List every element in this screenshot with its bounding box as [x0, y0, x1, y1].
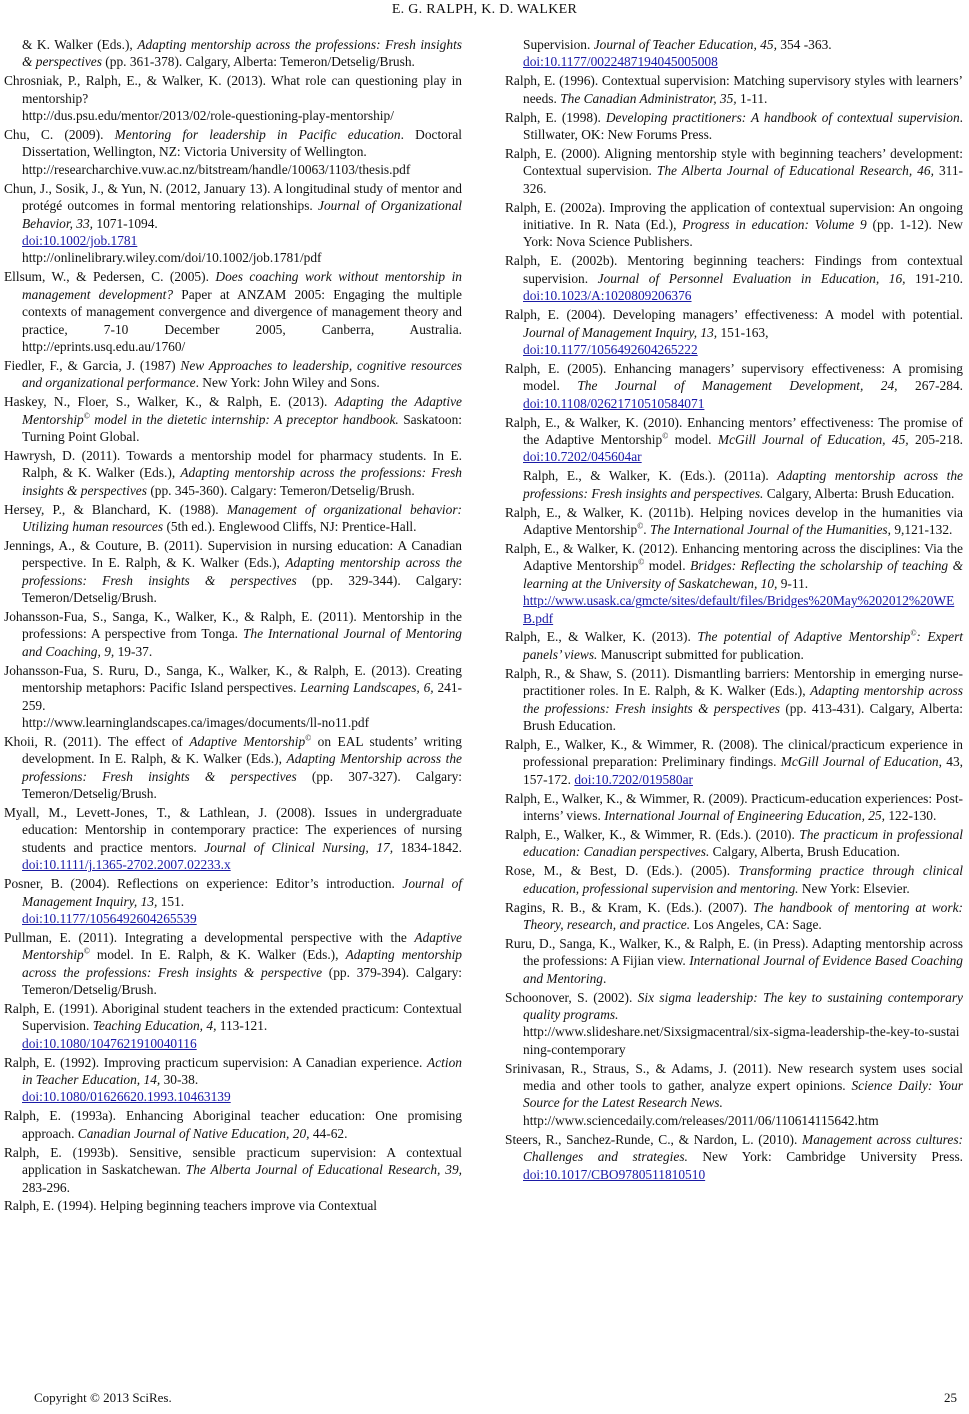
reference-source: Journal of Teacher Education, 45, [593, 37, 777, 52]
reference-title: Adapting mentorship across the professions: Fresh insights and perspectives. [523, 468, 963, 501]
doi-link[interactable]: doi:10.1177/1056492604265222 [523, 341, 698, 357]
reference-text: Schoonover, S. (2002). [505, 989, 638, 1005]
reference-text: (pp. 379-394). Calgary: Temeron/Detselig/Brush. [22, 964, 462, 998]
reference-title: Adapting the Adaptive Mentorship© model in the dietetic internship: A preceptor handbook. [22, 394, 462, 427]
reference-entry [505, 306, 963, 358]
reference-entry [4, 1054, 462, 1106]
reference-text: Calgary, Alberta: Brush Education. [763, 485, 955, 501]
reference-text: Manuscript submitted for publication. [597, 646, 804, 662]
reference-text: 1834-1842. [393, 839, 462, 855]
reference-entry [4, 929, 462, 999]
reference-text: on EAL students’ writing development. In E. Ralph, & K. Walker (Eds.), [22, 733, 463, 767]
reference-text: 9-11. [777, 575, 809, 591]
reference-title: The handbook of mentoring at work: Theory, research, and practice. [523, 899, 963, 932]
reference-entry [4, 393, 462, 445]
reference-entry [505, 826, 963, 861]
reference-text: Steers, R., Sanchez-Runde, C., & Nardon, L. (2010). [505, 1131, 803, 1147]
reference-text: Los Angeles, CA: Sage. [690, 916, 822, 932]
reference-title: Does coaching work without mentorship in management development? [22, 269, 462, 302]
url-text: http://onlinelibrary.wiley.com/doi/10.1002/job.1781/pdf [22, 250, 322, 266]
reference-text: 44-62. [309, 1125, 348, 1141]
reference-text: 151-163, [717, 324, 769, 340]
reference-entry [505, 199, 963, 251]
page-number: 25 [944, 1390, 957, 1405]
reference-entry [4, 662, 462, 732]
reference-title: Management of organizational behavior: Utilizing human resources [22, 501, 463, 534]
reference-text: 1-11. [736, 90, 768, 106]
reference-text: Ralph, E., & Walker, K. (2010). Enhancing mentors’ effectiveness: The promise of the Adaptive Mentorship© model. [505, 414, 963, 447]
reference-entry [505, 72, 963, 107]
reference-title: The practicum in professional education: Canadian perspectives. [523, 826, 963, 860]
reference-text: 122-130. [885, 807, 937, 823]
reference-title: Adapting mentorship across the professions: Fresh insights & perspectives [22, 555, 462, 588]
reference-entry [505, 1131, 963, 1183]
reference-text: Myall, M., Levett-Jones, T., & Lathlean, J. (2008). Issues in undergraduate education: Mentorship in contemporary practice: The experiences of nursing students and practice mentors. [4, 804, 462, 855]
reference-text: Chrosniak, P., Ralph, E., & Walker, K. (2013). What role can questioning play in mentorship? [4, 73, 462, 106]
reference-text: Ellsum, W., & Pedersen, C. (2005). [4, 269, 216, 285]
reference-entry [505, 360, 963, 412]
reference-entry [4, 1144, 462, 1196]
url-text: http://dus.psu.edu/mentor/2013/02/role-questioning-play-mentorship/ [22, 108, 394, 124]
reference-text: Ralph, E., Walker, K., & Wimmer, R. (2009). Practicum-education experiences: Post-interns’ views. [505, 790, 963, 823]
reference-text: 1071-1094. [93, 215, 158, 231]
url-link[interactable]: http://www.usask.ca/gmcte/sites/default/files/Bridges%20May%202012%20WEB.pdf [523, 593, 955, 626]
reference-text: (pp. 329-344). Calgary: Temeron/Detselig/Brush. [22, 572, 462, 606]
reference-text: Ralph, E. (1998). [505, 109, 606, 125]
reference-source: The Journal of Management Development, 24, [577, 378, 898, 394]
reference-text: Rose, M., & Best, D. (Eds.). (2005). [505, 863, 739, 879]
doi-link[interactable]: doi:10.1017/CBO9780511810510 [523, 1166, 706, 1182]
reference-entry [4, 501, 462, 536]
reference-source: The International Journal of the Humanities [649, 521, 888, 537]
reference-text: Ralph, E. (2005). Enhancing managers’ supervisory effectiveness: A promising model. [505, 360, 963, 394]
reference-text: Ralph, E. (2004). Developing managers’ effectiveness: A model with potential. [505, 307, 963, 323]
reference-text: , 43, 157-172. [523, 754, 963, 787]
reference-source: Action in Teacher Education, 14, [22, 1054, 462, 1088]
reference-title: Transforming practice through clinical education, professional supervision and mentoring. [523, 863, 963, 896]
reference-text: Ralph, E., & Walker, K. (2011b). Helping novices develop in the humanities via Adaptive Mentorship©. [505, 504, 963, 537]
reference-entry [4, 180, 462, 267]
reference-title: Adapting Mentorship across the professions: Fresh insights & perspectives [22, 751, 462, 784]
doi-line [523, 53, 963, 70]
reference-text: . New York: John Wiley and Sons. [195, 375, 380, 391]
reference-text: New York: Cambridge University Press. [687, 1149, 963, 1165]
references-right-column [505, 36, 963, 1185]
reference-entry [505, 1060, 963, 1130]
reference-text: 354 -363. [776, 37, 832, 52]
reference-text: Ralph, E., & Walker, K. (2012). Enhancing mentoring across the disciplines: Via the Adaptive Mentorship© model. [505, 540, 963, 574]
reference-entry [4, 875, 462, 927]
reference-title: The potential of Adaptive Mentorship©: Expert panels’ views. [523, 628, 964, 662]
reference-entry [4, 1197, 462, 1214]
reference-title: Mentoring for leadership in Pacific education [114, 127, 401, 143]
reference-entry [4, 608, 462, 660]
reference-text: . Stillwater, OK: New Forums Press. [523, 109, 964, 143]
reference-source: McGill Journal of Education [780, 754, 939, 770]
reference-text: Ruru, D., Sanga, K., Walker, K., & Ralph, E. (in Press). Adapting mentorship across the professions: A Fijian view. [505, 935, 963, 969]
reference-text: (pp. 1-12). New York: Nova Science Publishers. [523, 217, 963, 250]
reference-text: Ralph, E., & Walker, K. (Eds.). (2011a). [523, 468, 778, 484]
reference-text: 241-259. [22, 680, 462, 713]
reference-title: Management across cultures: Challenges and strategies. [523, 1131, 963, 1165]
reference-entry [4, 804, 462, 874]
reference-entry [4, 36, 462, 71]
url-text: http://www.learninglandscapes.ca/images/documents/ll-no11.pdf [22, 714, 370, 730]
copyright-notice: Copyright © 2013 SciRes. [34, 1390, 172, 1405]
reference-entry [4, 447, 462, 499]
reference-text: 191-210. [905, 270, 963, 286]
reference-title: Adaptive Mentorship© [22, 929, 462, 963]
reference-title: Six sigma leadership: The key to sustaining contemporary quality programs. [523, 989, 963, 1022]
reference-title: Adapting mentorship across the professions: Fresh insights & perspective [22, 947, 462, 980]
url-text: http://www.sciencedaily.com/releases/2011/06/110614115642.htm [523, 1112, 879, 1128]
reference-text: 205-218. [908, 431, 963, 447]
doi-link[interactable]: doi:10.1002/job.1781 [22, 232, 138, 248]
reference-text: Ralph, R., & Shaw, S. (2011). Dismantling barriers: Mentorship in emerging nurse-practitioner roles. In E. Ralph, & K. Walker (Eds.), [505, 665, 963, 699]
url-text: http://researcharchive.vuw.ac.nz/bitstream/handle/10063/1103/thesis.pdf [22, 161, 411, 177]
reference-source: Journal of Organizational Behavior, 33, [22, 198, 462, 231]
reference-text: Ralph, E. (1996). Contextual supervision: Matching supervisory styles with learners’ needs. [505, 73, 963, 106]
reference-text: , 9,121-132. [887, 521, 953, 537]
reference-entry [4, 1000, 462, 1052]
reference-entry [505, 252, 963, 304]
reference-text: 19-37. [114, 643, 153, 659]
reference-text: Jennings, A., & Couture, B. (2011). Supervision in nursing education: A Canadian perspective. In E. Ralph, & K. Walker (Eds.), [4, 537, 462, 571]
url-line [523, 592, 963, 627]
reference-text: Haskey, N., Floer, S., Walker, K., & Ralph, E. (2013). [4, 394, 335, 410]
reference-text: New York: Elsevier. [798, 880, 910, 896]
reference-text: Hawrysh, D. (2011). Towards a mentorship model for pharmacy students. In E. Ralph, & K. Walker (Eds.), [4, 447, 462, 481]
reference-text: 30-38. [160, 1072, 199, 1088]
reference-text: Supervision. [523, 37, 594, 52]
doi-link[interactable]: doi:10.1023/A:1020809206376 [523, 288, 692, 304]
reference-entry [505, 467, 963, 502]
reference-text: Chu, C. (2009). [4, 127, 115, 143]
reference-entry [505, 862, 963, 897]
reference-text: Ralph, E., & Walker, K. (2013). [505, 629, 698, 645]
reference-text: Ralph, E. (1994). Helping beginning teachers improve via Contextual [4, 1198, 377, 1214]
running-header: E. G. RALPH, K. D. WALKER [391, 2, 578, 17]
reference-text: Khoii, R. (2011). The effect of [4, 733, 190, 749]
reference-text: Paper at ANZAM 2005: Engaging the multiple contexts of management convergence and divergence of management theory and practice, 7-10 December 2005, Canberra, Australia. http://eprints.usq.edu.au/1760/ [22, 286, 462, 354]
reference-source: Teaching Education, 4, [92, 1018, 217, 1034]
reference-text: (5th ed.). Englewood Cliffs, NJ: Prentice-Hall. [163, 518, 417, 534]
reference-title: Adapting mentorship across the professions: Fresh insights & perspectives [22, 465, 462, 498]
reference-source: The Alberta Journal of Educational Research, 46, [656, 163, 934, 179]
reference-source: Journal of Management Inquiry, 13, [523, 324, 718, 340]
reference-source: Journal of Clinical Nursing, 17, [204, 839, 394, 855]
reference-entry [4, 357, 462, 392]
reference-text: Johansson-Fua, S., Sanga, K., Walker, K., & Ralph, E. (2011). Mentorship in the professions: A perspective from Tonga. [4, 609, 462, 642]
reference-source: Journal of Personnel Evaluation in Education, 16, [597, 270, 906, 286]
reference-title: New Approaches to leadership, cognitive resources and organizational performance [22, 357, 462, 391]
reference-text: (pp. 361-378). Calgary, Alberta: Temeron/Detselig/Brush. [101, 54, 415, 70]
url-text: http://www.slideshare.net/Sixsigmacentral/six-sigma-leadership-the-key-to-sustaining-contemporary [523, 1024, 960, 1057]
reference-entry [4, 1107, 462, 1142]
reference-text: Ralph, E. (1991). Aboriginal student teachers in the extended practicum: Contextual Supervision. [4, 1000, 462, 1034]
reference-title: Adapting mentorship across the professions: Fresh insights & perspectives [22, 37, 463, 70]
reference-text: Chun, J., Sosik, J., & Yun, N. (2012, January 13). A longitudinal study of mentor and protégé outcomes in formal mentoring relationships. [4, 180, 462, 214]
reference-text: Ralph, E. (2002a). Improving the application of contextual supervision: An ongoing initiative. In R. Nata (Ed.), [505, 199, 963, 233]
doi-line [22, 910, 462, 927]
reference-entry [505, 736, 963, 788]
reference-source: Bridges: Reflecting the scholarship of teaching & learning at the University of Saskatchewan, 10, [523, 558, 963, 591]
reference-text: Hersey, P., & Blanchard, K. (1988). [4, 501, 227, 517]
reference-source: Science Daily: Your Source for the Latest Research News. [523, 1078, 963, 1111]
reference-title: Adaptive Mentorship© [189, 733, 312, 749]
reference-entry [505, 628, 963, 663]
reference-source: International Journal of Evidence Based Coaching and Mentoring [523, 953, 964, 986]
reference-entry [4, 733, 462, 803]
reference-text: Pullman, E. (2011). Integrating a developmental perspective with the [4, 929, 415, 945]
reference-text: 267-284. [897, 378, 963, 394]
reference-text: 283-296. [22, 1179, 70, 1195]
reference-entry [4, 72, 462, 124]
doi-line [22, 1035, 462, 1052]
reference-text: Ralph, E., Walker, K., & Wimmer, R. (2008). The clinical/practicum experience in professional preparation: Preliminary findings. [505, 736, 963, 770]
reference-source: The Canadian Administrator, 35, [560, 90, 737, 106]
reference-text: 151. [157, 893, 185, 909]
reference-text: . Doctoral Dissertation, Wellington, NZ: Victoria University of Wellington. [22, 127, 462, 160]
reference-title: Adapting mentorship across the professions: Fresh insights & perspectives [523, 683, 963, 716]
reference-source: International Journal of Engineering Education, 25, [604, 807, 886, 823]
reference-source: The International Journal of Mentoring and Coaching, 9, [22, 626, 463, 659]
reference-title: Progress in education: Volume 9 [682, 217, 867, 233]
reference-text: . [602, 970, 607, 986]
reference-text: Ralph, E. (1993b). Sensitive, sensible practicum supervision: A contextual application in Saskatchewan. [4, 1144, 462, 1178]
reference-source: Journal of Management Inquiry, 13, [22, 876, 462, 909]
reference-text: Calgary, Alberta, Brush Education. [709, 844, 900, 860]
doi-line [22, 232, 462, 249]
reference-source: McGill Journal of Education, 45, [717, 431, 909, 447]
reference-entry [505, 899, 963, 934]
reference-entry [505, 504, 963, 539]
reference-entry [505, 989, 963, 1059]
doi-line [22, 1088, 462, 1105]
reference-text: 113-121. [216, 1018, 268, 1034]
reference-title: Developing practitioners: A handbook of contextual supervision [605, 109, 960, 125]
reference-text: Ralph, E. (2000). Aligning mentorship style with beginning teachers’ development: Contextual supervision. [505, 145, 963, 179]
reference-text: (pp. 413-431). Calgary, Alberta: Brush Education. [523, 700, 963, 733]
reference-text: (pp. 345-360). Calgary: Temeron/Detselig/Brush. [146, 482, 415, 498]
doi-link[interactable]: doi:10.1111/j.1365-2702.2007.02233.x [22, 857, 231, 873]
doi-link[interactable]: doi:10.1177/1056492604265539 [22, 910, 197, 926]
reference-text: & K. Walker (Eds.), [22, 37, 138, 52]
doi-link[interactable]: doi:10.7202/019580ar [574, 771, 693, 787]
reference-text: Saskatoon: Turning Point Global. [22, 411, 462, 444]
reference-entry [505, 109, 963, 144]
doi-line [523, 341, 963, 358]
reference-source: The Alberta Journal of Educational Research, 39, [185, 1162, 462, 1178]
reference-text: Fiedler, F., & Garcia, J. (1987) [4, 357, 181, 373]
doi-link[interactable]: doi:10.1108/02621710510584071 [523, 395, 705, 411]
reference-text: Srinivasan, R., Straus, S., & Adams, J. (2011). New research system uses social media and other tools to gather, analyze expert opinions. [505, 1060, 963, 1094]
reference-entry [505, 414, 963, 466]
reference-entry [505, 540, 963, 627]
reference-text: model. In E. Ralph, & K. Walker (Eds.), [89, 947, 346, 963]
references-left-column [4, 36, 462, 1216]
reference-entry [505, 935, 963, 987]
doi-link[interactable]: doi:10.1080/1047621910040116 [22, 1035, 197, 1051]
doi-link[interactable]: doi:10.1177/0022487194045005008 [523, 54, 718, 70]
reference-text: (pp. 307-327). Calgary: Temeron/Detselig/Brush. [22, 768, 462, 802]
reference-text: Ralph, E. (1993a). Enhancing Aboriginal teacher education: One promising approach. [4, 1108, 462, 1141]
doi-link[interactable]: doi:10.1080/01626620.1993.10463139 [22, 1089, 231, 1105]
reference-entry [505, 36, 963, 71]
reference-text: Johansson-Fua, S. Ruru, D., Sanga, K., Walker, K., & Ralph, E. (2013). Creating mentorship metaphors: Pacific Island perspectives. [4, 662, 462, 696]
reference-source: Learning Landscapes, 6, [300, 680, 434, 696]
reference-entry [4, 537, 462, 607]
reference-entry [505, 145, 963, 197]
reference-entry [505, 665, 963, 735]
reference-text: Ralph, E., Walker, K., & Wimmer, R. (Eds.). (2010). [505, 826, 800, 842]
reference-text: Ragins, R. B., & Kram, K. (Eds.). (2007). [505, 899, 754, 915]
reference-entry [4, 126, 462, 178]
reference-text: Ralph, E. (2002b). Mentoring beginning teachers: Findings from contextual supervision. [505, 253, 963, 286]
reference-text: 311-326. [523, 163, 963, 196]
reference-source: Canadian Journal of Native Education, 20, [77, 1125, 310, 1141]
reference-entry [505, 790, 963, 825]
doi-link[interactable]: doi:10.7202/045604ar [523, 449, 642, 465]
reference-text: Ralph, E. (1992). Improving practicum supervision: A Canadian experience. [4, 1054, 428, 1070]
reference-text: Posner, B. (2004). Reflections on experience: Editor’s introduction. [4, 876, 403, 892]
reference-entry [4, 268, 462, 355]
